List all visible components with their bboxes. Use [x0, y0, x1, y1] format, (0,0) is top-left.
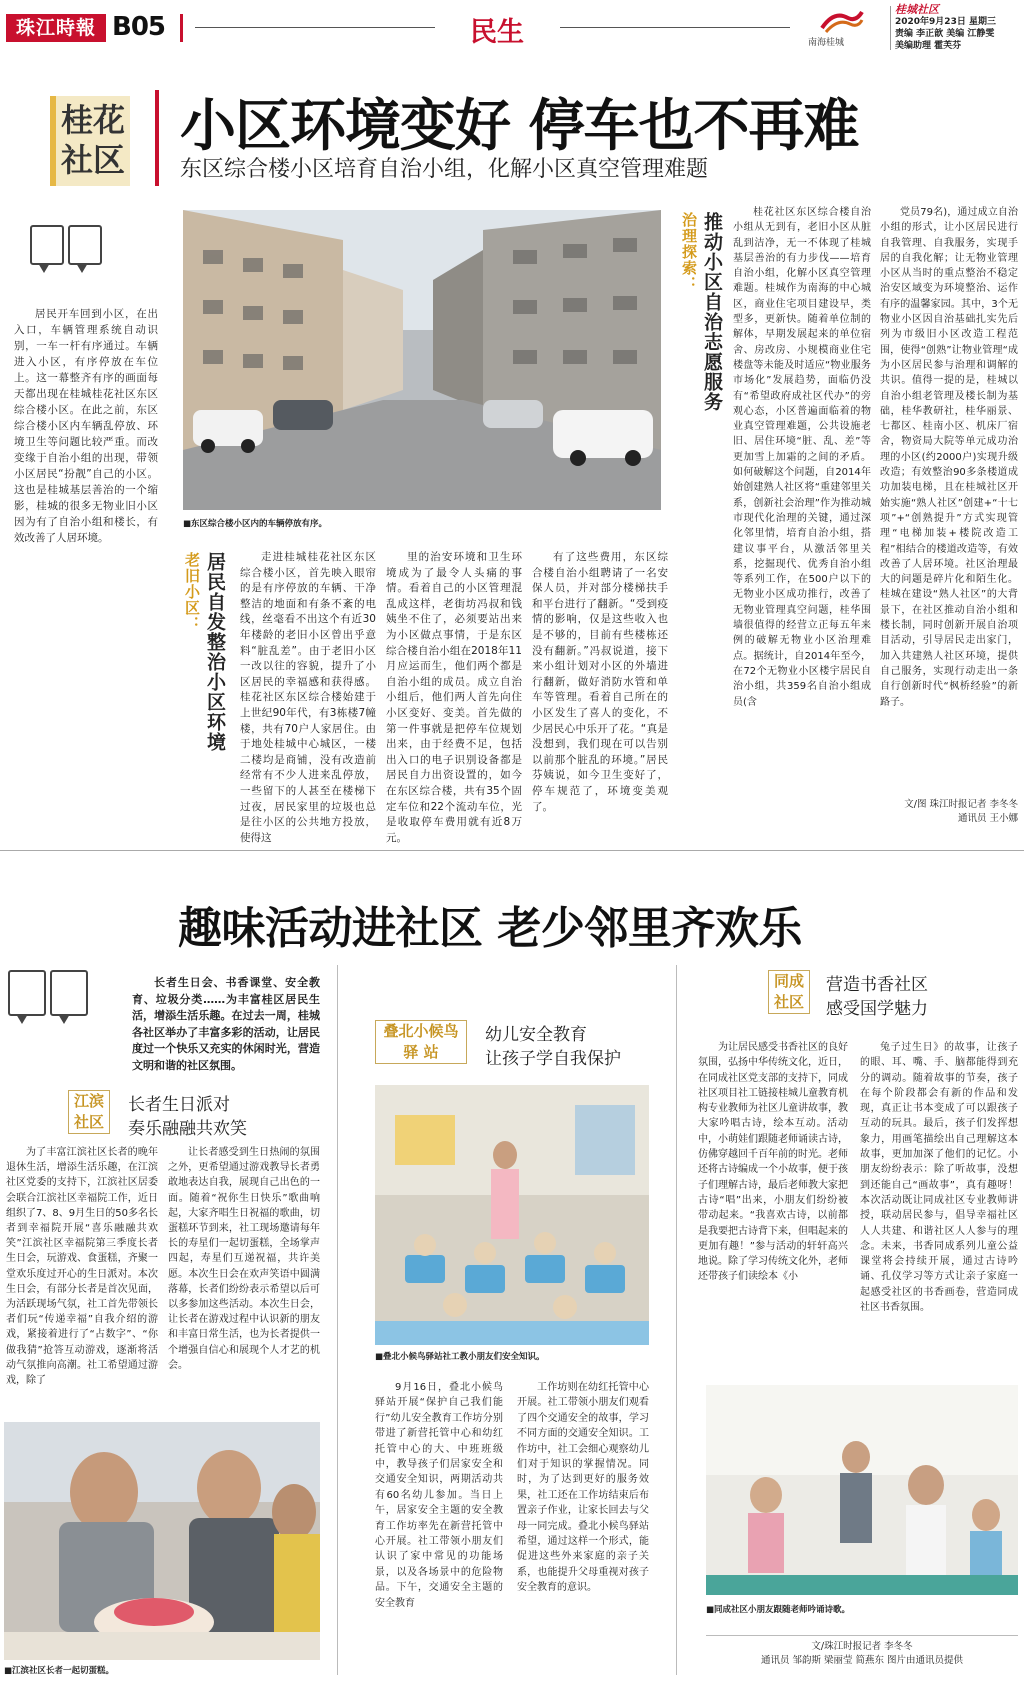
tongcheng-heading: [768, 970, 1008, 1019]
story-divider: [0, 850, 1024, 851]
diebei-tag-2: 驿 站: [403, 1043, 439, 1061]
storytelling-photo: [706, 1385, 1018, 1595]
jiangbin-col-1: 为了丰富江滨社区长者的晚年退休生活，增添生活乐趣，在江滨社区党委的支持下，江滨社区居委会联合江滨社区幸福院工作，近日组织了7、8、9月生日的50多名长者到幸福院开展“喜乐融融共欢笑”江滨社区幸福院第三季度长者生日会，玩游戏、食蛋糕，齐聚一堂欢乐度过开心的生日派对。本次生日会，有部分长者是首次见面，为活跃现场气氛，社工首先带领长者们玩“传递幸福”自我介绍的游戏，紧接着进行了“占数字”、“你做我猜”抢答互动游戏，逐渐将活动气氛推向高潮。社工希望通过游戏，除了: [6, 1147, 158, 1387]
safety-class-photo-image: [375, 1085, 649, 1345]
story2-intro: 长者生日会、书香课堂、安全教育、垃圾分类……为丰富桂区居民生活，增添生活乐趣。在过去一周，桂城各社区举办了丰富多彩的活动，让居民度过一个快乐又充实的休闲时光，营造文明和谐的社区氛围。: [132, 976, 320, 1072]
tongcheng-title-2: 感受国学魅力: [826, 999, 928, 1019]
section-b-tag: 治理探索：: [680, 212, 698, 292]
tongcheng-tag-1: 同成: [773, 972, 804, 990]
diebei-tag-1: 叠北小候鸟: [383, 1022, 459, 1040]
tongcheng-tag-2: 社区: [773, 993, 804, 1011]
rule-right: [560, 27, 790, 28]
jiangbin-tag-1: 江滨: [73, 1092, 104, 1110]
diebei-title-2: 让孩子学自我保护: [485, 1049, 621, 1069]
jiangbin-tag: [68, 1090, 110, 1134]
tag-line-1: 桂花: [60, 101, 125, 139]
jiangbin-title-1: 长者生日派对: [128, 1095, 230, 1115]
quote-box-left: [30, 225, 64, 265]
jiangbin-title-2: 奏乐融融共欢笑: [128, 1119, 247, 1139]
section-b-title: 推动小区自治志愿服务: [701, 212, 723, 412]
byline-1: 文/图 珠江时报记者 李冬冬: [904, 799, 1018, 810]
parking-photo-caption: ■东区综合楼小区内的车辆停放有序。: [183, 519, 328, 529]
headline-bar: [155, 90, 159, 186]
masthead: [0, 0, 1024, 56]
byline-rule: [706, 1635, 1018, 1636]
date-line: 2020年9月23日 星期三: [895, 17, 996, 27]
tongcheng-col-2: 兔子过生日》的故事，让孩子的眼、耳、嘴、手、脑都能得到充分的调动。随着故事的节奏，孩子在每个阶段都会有新的作品和发现，真正让书本变成了可以跟孩子互动的玩具。最后，孩子们发挥想象力，用画笔描绘出自己理解这本故事，更加加深了他们的记忆。小朋友纷纷表示：除了听故事，没想到还能自己“画故事”，真有趣呀！本次活动既让同成社区专业教师讲授，联动居民参与，倡导幸福社区人人共建、和谐社区人人参与的理念。未来，书香同成系列儿童公益课堂将会持续开展，通过古诗吟诵、孔仪学习等方式让亲子家庭一起感受社区的书香画卷，营造同成社区书香氛围。: [860, 1042, 1018, 1314]
story2-byline-1: 文/珠江时报记者 李冬冬: [811, 1641, 913, 1652]
diebei-col-1: 9月16日，叠北小候鸟驿站开展“保护自己我们能行”幼儿安全教育工作坊分别带进了新营托管中心和幼红托管中心的大、中班班级中，教导孩子们居家安全和交通安全知识，两期活动共有60名幼儿参加。当日上午，居家安全主题的安全教育工作坊率先在新营托管中心开展。社工带领小朋友们认识了家中常见的功能场景，以及各场景中的危险物品。下午，交通安全主题的安全教育: [375, 1382, 503, 1609]
wave-logo-icon: [820, 8, 864, 34]
partner-name: 南海桂城: [808, 38, 845, 48]
diebei-col-2: 工作坊则在幼红托管中心开展。社工带领小朋友们观看了四个交通安全的故事，学习不同方面的交通安全知识。工作坊中，社工会细心观察幼儿们对于知识的掌握情况。同时，为了达到更好的服务效果，社工还在工作坊结束后布置亲子作业，让家长回去与父母一同完成。叠北小候鸟驿站希望，通过这样一个形式，能促进这些外来家庭的亲子关系，也能提升父母重视对孩子安全教育的意识。: [517, 1382, 649, 1594]
section-a-col-1: 走进桂城桂花社区东区综合楼小区，首先映入眼帘的是有序停放的车辆、干净整洁的地面和有条不紊的电线，丝毫看不出这个有近30年楼龄的老旧小区曾出乎意料“脏乱差”。由于老旧小区一改以往的容貌，提升了小区居民的幸福感和获得感。桂花社区东区综合楼始建于上世纪90年代，有3栋楼7幢楼，共有70户人家居住。由于地处桂城中心城区，一楼二楼均是商铺，没有改造前经常有不少人进来乱停放，一些留下的人甚至在楼梯下过夜，居民家里的垃圾也总是往小区的公共地方投放，使得这: [240, 551, 376, 844]
masthead-divider: [890, 6, 891, 50]
quote-icon-2: [8, 970, 88, 1016]
storytelling-photo-caption: ■同成社区小朋友跟随老师吟诵诗歌。: [706, 1605, 851, 1615]
story2-byline: [706, 1640, 1018, 1668]
section-b-col-1: 桂花社区东区综合楼自治小组从无到有，老旧小区从脏乱到洁净，无一不体现了桂城基层善治的有力步伐——培育自治小组，化解小区真空管理难题。桂城作为南海的中心城区，商业住宅项目建设早，类型多，更新快。随着单位制的解体，早期发展起来的单位宿舍、房改房、小规模商业住宅楼盘等未能及时适应“物业服务市场化”发展趋势，面临仍没有“希望政府成社区代办”的旁观心态，小区普遍面临着的物业真空管理难题，公共设施老旧、居住环境“脏、乱、差”等更加雪上加霜的之间的矛盾。如何破解这个问题，自2014年始创建熟人社区将“重建邻里关系，创新社会治理”作为推动城市现代化治理的关键，通过深化邻里情，培育自治小组，搭建议事平台，从激活邻里关系，挖掘现代、优秀自治小组等系列工作，在500户以下的无物业小区成功推行，改善了无物业管理真空问题，桂华围墙很值得的经营立正每五年来例的破解无物业小区治理难点。据统计，自2014年至今，在72个无物业小区楼宇居民自治小组，共359名自治小组成员(含: [733, 207, 871, 708]
newspaper-logo: [6, 14, 106, 42]
newspaper-name: 珠江時報: [15, 17, 96, 39]
col-divider-1: [337, 965, 338, 1675]
parking-photo-image: [183, 210, 661, 510]
partner-logo: [800, 8, 890, 50]
birthday-photo: [4, 1422, 320, 1660]
col-divider-2: [676, 965, 677, 1675]
story2-headline: 趣味活动进社区 老少邻里齐欢乐: [178, 903, 802, 954]
masthead-info: [895, 4, 1020, 52]
story1-subheadline: 东区综合楼小区培育自治小组，化解小区真空管理难题: [180, 157, 709, 182]
quote-box-right-2: [50, 970, 88, 1016]
section-a-title: 居民自发整治小区环境: [204, 552, 226, 752]
section-b-col-2: 党员79名)，通过成立自治小组的形式，让小区居民进行自我管理、自我服务，实现手居的自我化解；让无物业管理小区从当时的重点整治不稳定治安区域变为环境整治、运作有序的温馨家园。其中，3个无物业小区因自治基础扎实先后列为市级旧小区改造工程范围，使得“创熟”让物业管理“成为小区居民参与治理和调解的共识。值得一提的是，桂城以自治小组老管理及楼长制为基础，桂华教研社，桂华丽景、七都区、桂南小区、机床厂宿舍，物资局大院等单元成功治理的小区(约2000户)实现升级改造；有效整治90多条楼道成功加装电梯，且在桂城社区开始实施“熟人社区”创建+“十七项”+“创熟提升”方式实现管理“电梯加装+楼院改造工程”相结合的楼道改造等，有效改善了人居环境。社区治理最大的问题是碎片化和陌生化。桂城在建设“熟人社区”的大背景下，在社区推动自治小组和楼长制，同时创新开展自治项目活动，引导居民走出家门，加入共建熟人社区环境，提供自己服务，实现行动走出一条自行创新时代“枫桥经验”的新路子。: [880, 207, 1018, 708]
editor-line: 责编 李正歆 美编 江静雯: [895, 29, 995, 39]
section-a-col-2: 里的治安环境和卫生环境成为了最令人头痛的事情。看着自己的小区管理混乱成这样，老街坊冯叔和钱姨坐不住了，必须要站出来为小区做点事情，于是东区综合楼自治小组在2018年11月应运而生，他们两个都是自治小组的成员。成立自治小组后，他们两人首先向住小区变好、变美。首先做的第一件事就是把停车位规划出来，由于经费不足，包括出入口的电子识别设备都是居民自力出资设置的，如今在东区综合楼，共有35个固定车位和22个流动车位，光是收取停车费用就有近8万元。: [386, 551, 522, 844]
masthead-bar: [180, 14, 183, 42]
page-number: B05: [112, 12, 165, 42]
diebei-tag: [375, 1020, 467, 1064]
tag-line-2: 社区: [60, 141, 125, 179]
tongcheng-col-1: 为让居民感受书香社区的良好氛围，弘扬中华传统文化，近日，在同成社区党支部的支持下，同成社区项目社工链接桂城儿童教育机构专业教师为社区儿童讲故事，教大家吟唱古诗，绘本互动。活动中，小萌娃们跟随老师诵读古诗，仿佛穿越回千百年前的时光。老师还将古诗编成一个小故事，便于孩子们理解古诗，最后老师教大家把古诗“唱”出来，小朋友们纷纷被带动起来。“我喜欢古诗，以前都是我要把古诗背下来，但唱起来的更加有趣！”参与活动的轩轩高兴地说。除了学习传统文化外，老师还带孩子们读绘本《小: [698, 1042, 848, 1283]
rule-left: [195, 27, 435, 28]
birthday-photo-caption: ■江滨社区长者一起切蛋糕。: [4, 1666, 115, 1676]
jiangbin-heading: [68, 1090, 308, 1139]
section-name: 民生: [470, 17, 524, 48]
section-a-col-3: 有了这些费用，东区综合楼自治小组聘请了一名安保人员，并对部分楼梯扶手和平台进行了翻新。“受到疫情的影响，仅是这些收入也是不够的，目前有些楼栋还没有翻新。”冯叔说道，接下来小组计划对小区的外墙进行翻新，做好消防水管和单车等管理。看着自己所在的小区发生了喜人的变化，不少居民心中乐开了花。“真是没想到，我们现在可以告别以前那个脏乱的环境。”居民芬姨说，如今卫生变好了，停车规范了，环境变美观了。: [532, 551, 668, 813]
storytelling-photo-image: [706, 1385, 1018, 1595]
quote-icon: [30, 225, 102, 265]
section-a-heading: [180, 552, 226, 752]
tongcheng-tag: [768, 970, 810, 1014]
assistant-line: 美编助理 霍芙芬: [895, 41, 962, 51]
column-tag-text: [57, 100, 129, 180]
story1-headline: 小区环境变好 停车也不再难: [180, 94, 859, 159]
column-logo-text: 桂城社区: [895, 3, 939, 16]
byline-2: 通讯员 王小娜: [957, 813, 1018, 824]
birthday-photo-image: [4, 1422, 320, 1660]
story1-lead: 居民开车回到小区，在出入口，车辆管理系统自动识别，一车一杆有序通过。车辆进入小区，有序停放在车位上。这一幕整齐有序的画面每天都出现在桂城桂花社区东区综合楼小区。在此之前，东区综合楼小区内车辆乱停放、环境卫生等问题比较严重。而改变缘于自治小组的出现，带领小区居民“扮靓”自己的小区。这也是桂城基层善治的一个缩影，桂城的很多无物业旧小区因为有了自治小组和楼长，有效改善了人居环境。: [14, 308, 158, 544]
jiangbin-col-2: 让长者感受到生日热闹的氛围之外，更希望通过游戏教导长者勇敢地表达自我，展现自己出色的一面。随着“祝你生日快乐”歌曲响起，大家齐唱生日祝福的歌曲，切蛋糕环节到来，社工现场邀请每年长的寿星们一起切蛋糕，全场掌声四起，寿星们互递祝福，共许美愿。本次生日会在欢声笑语中圆满落幕，长者们纷纷表示希望以后可以多参加这些活动。本次生日会，让长者在游戏过程中认识新的朋友和丰富日常生活，也为长者提供一个增强自信心和展现个人才艺的机会。: [168, 1147, 320, 1371]
story1-byline: [880, 798, 1018, 826]
diebei-heading: [375, 1020, 675, 1069]
section-b-heading: [677, 212, 723, 462]
story2-byline-2: 通讯员 邹韵斯 梁丽莹 简燕东 图片由通讯员提供: [760, 1655, 964, 1666]
quote-box-right: [68, 225, 102, 265]
safety-class-photo: [375, 1085, 649, 1345]
parking-photo: [183, 210, 661, 510]
section-a-tag: 老旧小区：: [183, 552, 201, 632]
diebei-title-1: 幼儿安全教育: [485, 1025, 587, 1045]
tongcheng-title-1: 营造书香社区: [826, 975, 928, 995]
jiangbin-tag-2: 社区: [73, 1113, 104, 1131]
quote-box-left-2: [8, 970, 46, 1016]
safety-class-photo-caption: ■叠北小候鸟驿站社工教小朋友们安全知识。: [375, 1352, 545, 1362]
